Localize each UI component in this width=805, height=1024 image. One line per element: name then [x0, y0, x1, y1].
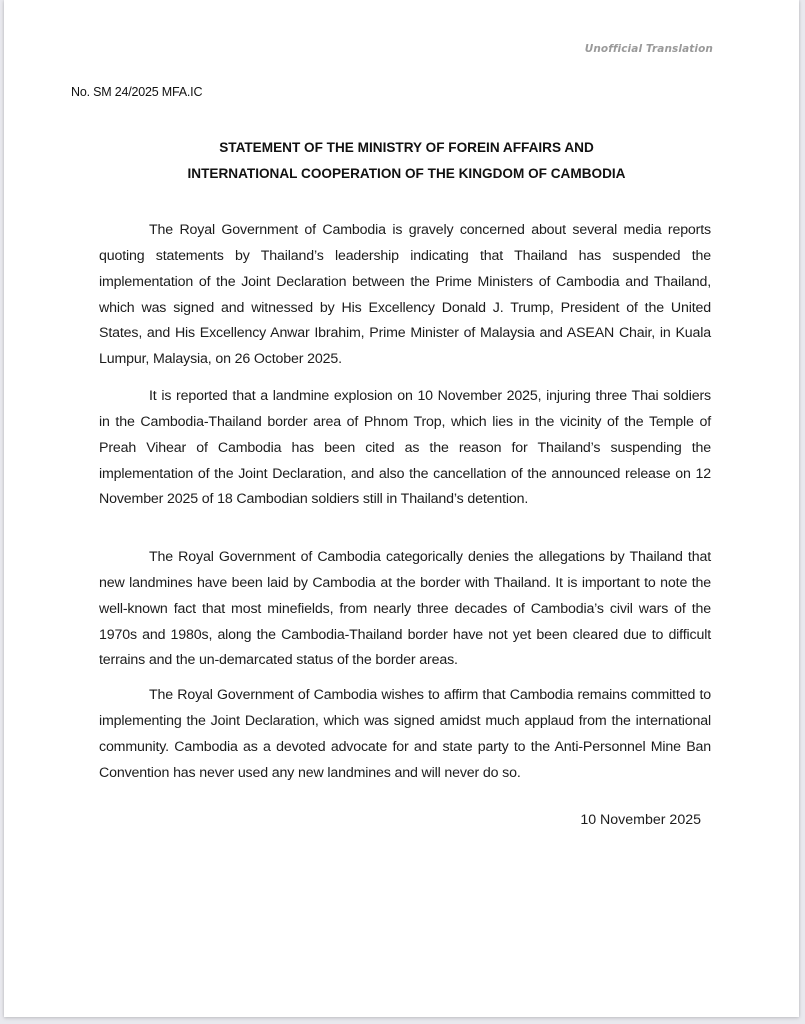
document-title [4, 135, 805, 187]
paragraph-1: The Royal Government of Cambodia is gravely concerned about several media reports quoting statements by Thailand’s leadership indicating that Thailand has suspended the implementation of the Joint Declaration between the Prime Ministers of Cambodia and Thailand, which was signed and witnessed by His Excellency Donald J. Trump, President of the United States, and His Excellency Anwar Ibrahim, Prime Minister of Malaysia and ASEAN Chair, in Kuala Lumpur, Malaysia, on 26 October 2025. [99, 222, 711, 368]
title-line-1: STATEMENT OF THE MINISTRY OF FOREIN AFFAIRS AND [219, 140, 594, 155]
document-page [4, 0, 799, 1017]
statement-date: 10 November 2025 [580, 812, 701, 828]
title-line-2: INTERNATIONAL COOPERATION OF THE KINGDOM OF CAMBODIA [187, 166, 626, 181]
reference-number: No. SM 24/2025 MFA.IC [71, 85, 203, 99]
unofficial-translation-label: Unofficial Translation [584, 43, 713, 55]
paragraph-2: It is reported that a landmine explosion on 10 November 2025, injuring three Thai soldiers in the Cambodia-Thailand border area of Phnom Trop, which lies in the vicinity of the Temple of Preah Vihear of Cambodia has been cited as the reason for Thailand’s suspending the implementation of the Joint Declaration, and also the cancellation of the announced release on 12 November 2025 of 18 Cambodian soldiers still in Thailand’s detention. [99, 388, 711, 508]
paragraph-4: The Royal Government of Cambodia wishes to affirm that Cambodia remains committed to implementing the Joint Declaration, which was signed amidst much applaud from the international community. Cambodia as a devoted advocate for and state party to the Anti-Personnel Mine Ban Convention has never used any new landmines and will never do so. [99, 687, 711, 781]
paragraph-3: The Royal Government of Cambodia categorically denies the allegations by Thailand that new landmines have been laid by Cambodia at the border with Thailand. It is important to note the well-known fact that most minefields, from nearly three decades of Cambodia’s civil wars of the 1970s and 1980s, along the Cambodia-Thailand border have not yet been cleared due to difficult terrains and the un-demarcated status of the border areas. [99, 549, 711, 669]
